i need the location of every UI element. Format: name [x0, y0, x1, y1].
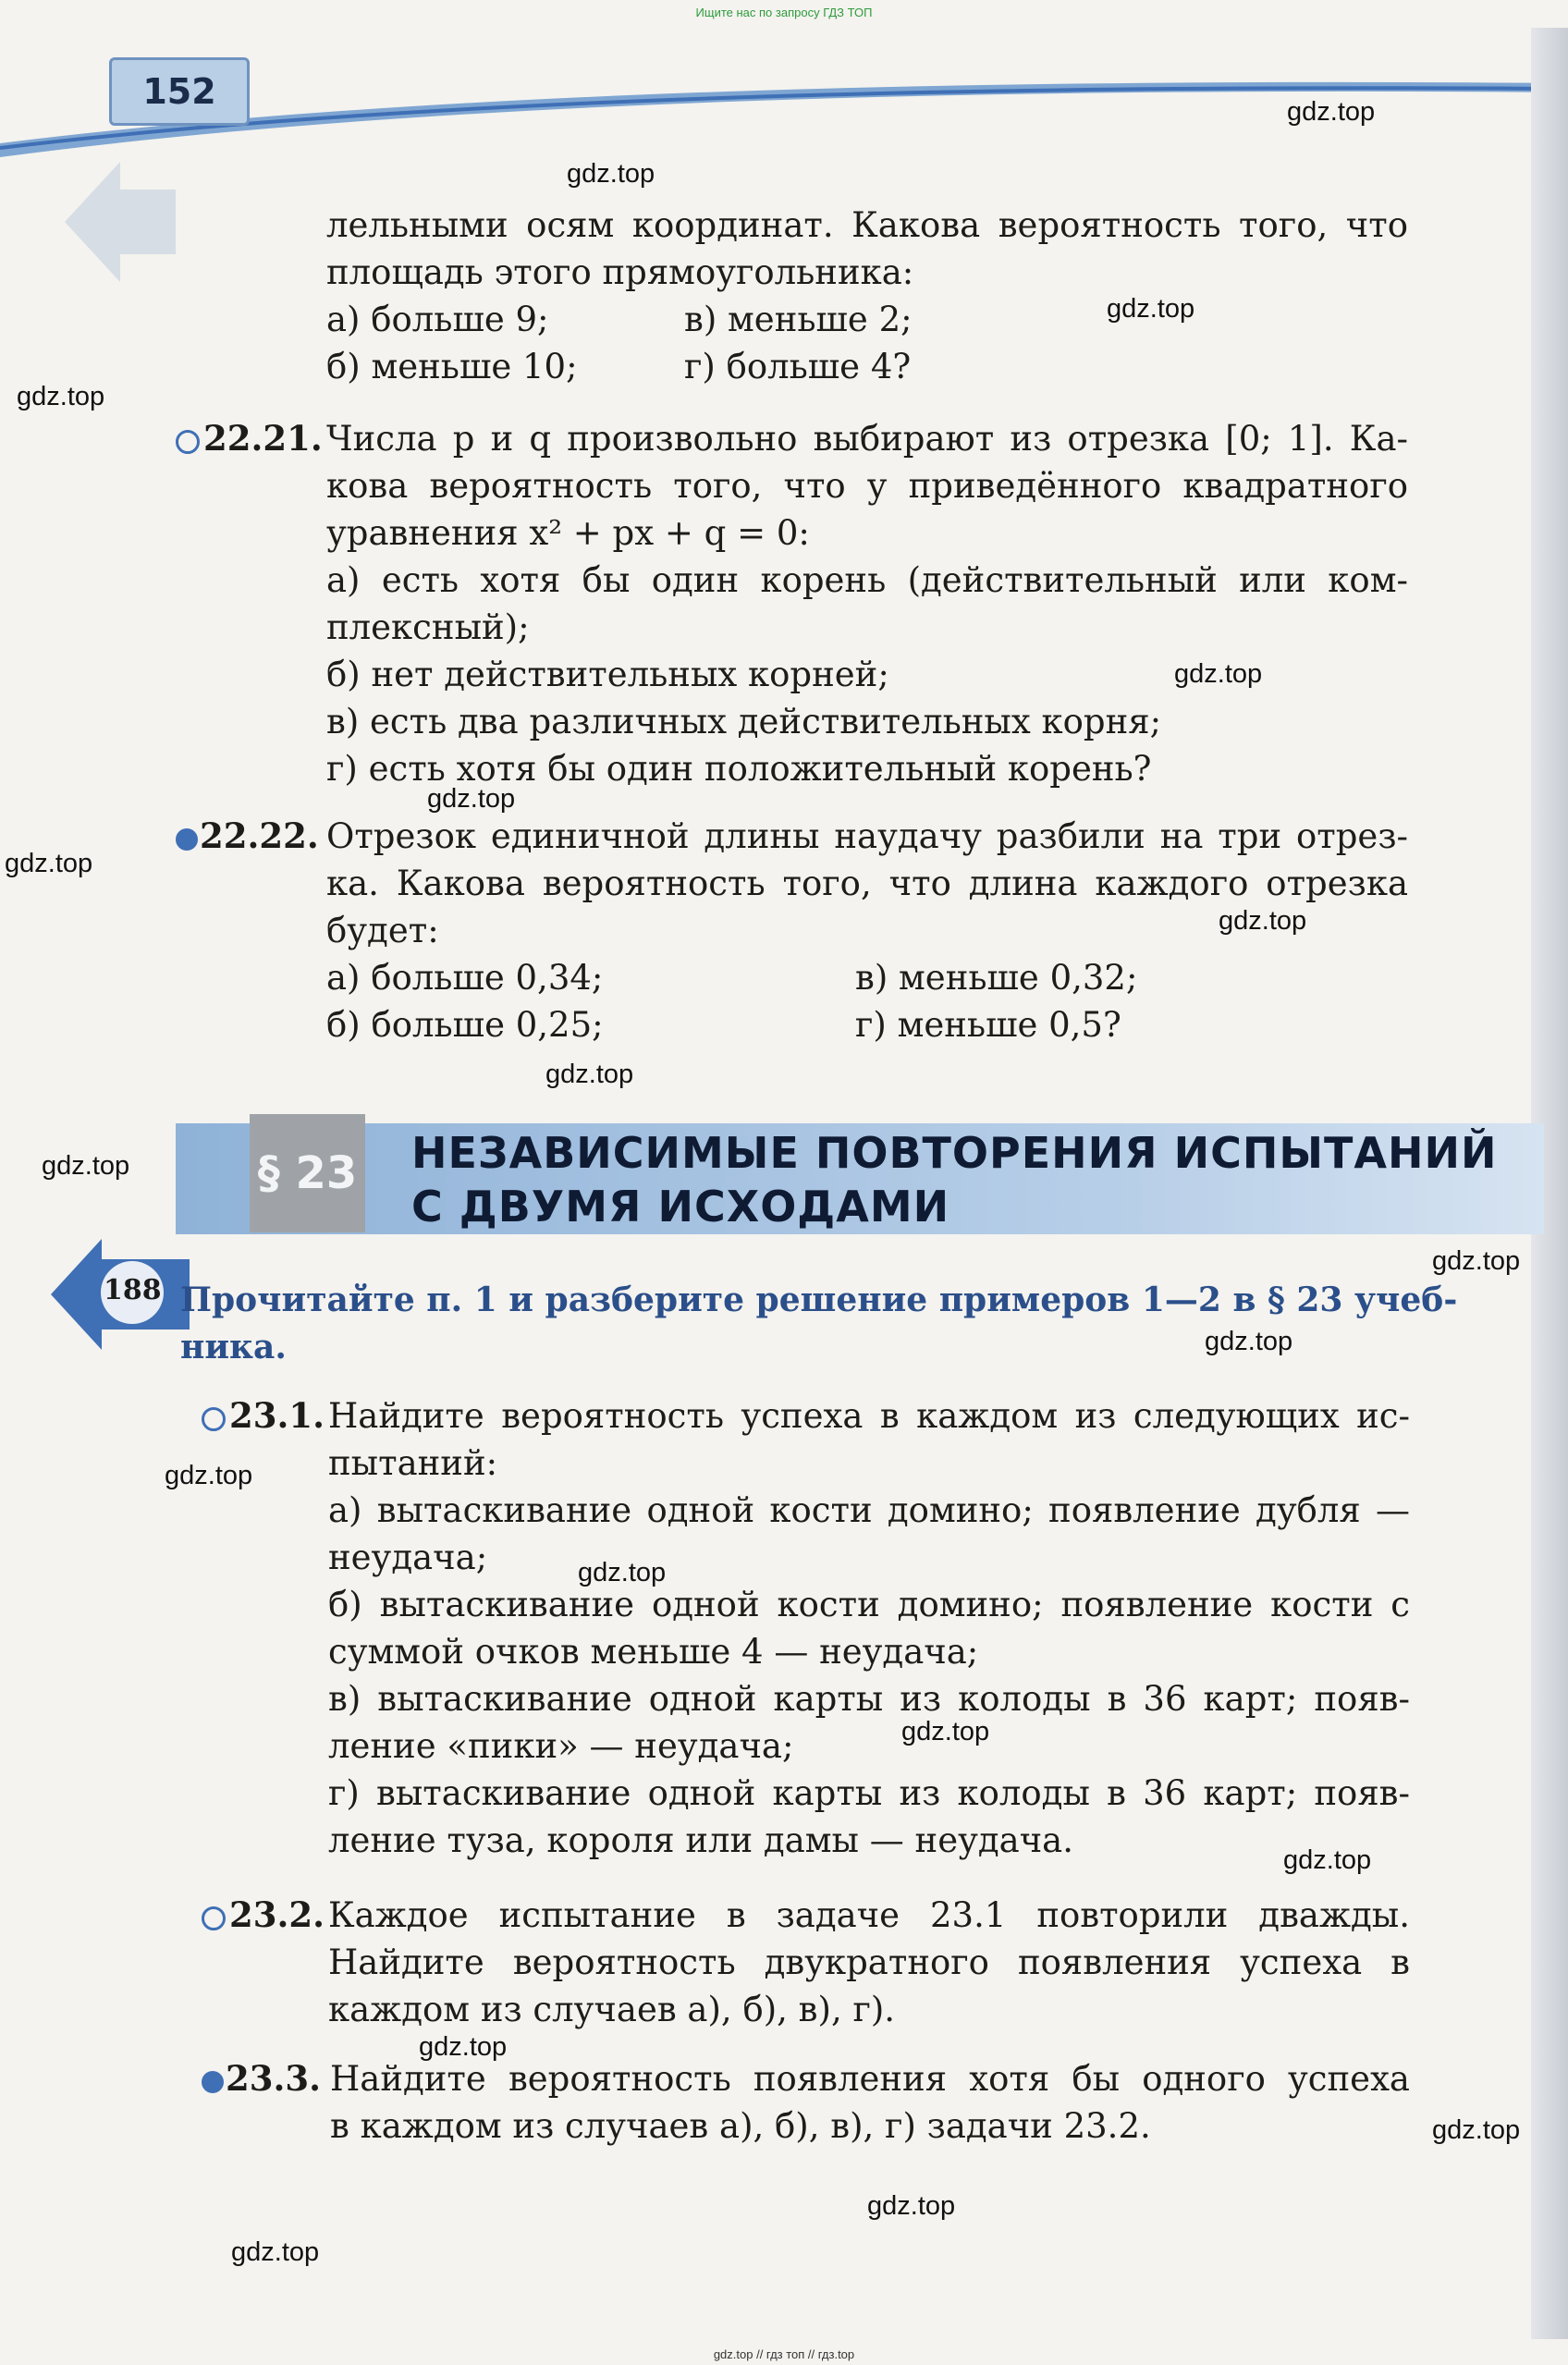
watermark: gdz.top — [578, 1558, 667, 1587]
answer-option: г) вытаскивание одной карты из колоды в 36 карт; появ- — [328, 1773, 1410, 1813]
answer-option: ление туза, короля или дамы — неудача. — [328, 1820, 1073, 1860]
difficulty-open-dot-icon — [202, 1407, 226, 1431]
watermark: gdz.top — [567, 159, 655, 189]
watermark: gdz.top — [1287, 97, 1376, 127]
answer-option: а) больше 0,34; — [326, 958, 604, 998]
answer-option: в) меньше 2; — [684, 300, 913, 339]
problem-text: будет: — [326, 911, 439, 950]
problem-number: 22.21. — [176, 422, 323, 456]
watermark: gdz.top — [1432, 2115, 1521, 2145]
watermark: gdz.top — [231, 2237, 320, 2267]
problem-text: Найдите вероятность появления хотя бы одного успеха — [330, 2059, 1410, 2099]
answer-option: суммой очков меньше 4 — неудача; — [328, 1632, 979, 1672]
section-title-line: С ДВУМЯ ИСХОДАМИ — [411, 1182, 950, 1232]
answer-option: г) меньше 0,5? — [855, 1005, 1121, 1045]
reference-page-number: 188 — [104, 1274, 162, 1306]
problem-number: 23.1. — [202, 1399, 325, 1433]
problem-number: 23.2. — [202, 1898, 325, 1932]
watermark: gdz.top — [419, 2032, 508, 2062]
answer-option: б) вытаскивание одной кости домино; появление кости с — [328, 1585, 1410, 1624]
problem-text: Найдите вероятность двукратного появления успеха в — [328, 1942, 1410, 1982]
watermark: gdz.top — [1174, 659, 1263, 689]
watermark: gdz.top — [1219, 906, 1307, 936]
reference-text: Прочитайте п. 1 и разберите решение примеров 1—2 в § 23 учеб- — [180, 1281, 1458, 1319]
difficulty-full-dot-icon — [176, 828, 198, 851]
problem-number: 23.3. — [202, 2062, 321, 2096]
problem-number: 22.22. — [176, 819, 319, 853]
watermark: gdz.top — [1432, 1246, 1521, 1276]
answer-option: в) есть два различных действительных корня; — [326, 702, 1162, 741]
problem-text: Найдите вероятность успеха в каждом из следующих ис- — [328, 1396, 1410, 1436]
problem-text: уравнения x² + px + q = 0: — [326, 513, 810, 553]
problem-text: кова вероятность того, что у приведённого квадратного — [326, 466, 1408, 506]
answer-option: неудача; — [328, 1538, 488, 1577]
answer-option: в) меньше 0,32; — [855, 958, 1138, 998]
answer-option: плексный); — [326, 607, 530, 647]
section-label: § 23 — [250, 1114, 365, 1232]
watermark: gdz.top — [17, 382, 105, 411]
problem-text: Отрезок единичной длины наудачу разбили на три отрез- — [326, 816, 1408, 856]
problem-text: в каждом из случаев а), б), в), г) задачи 23.2. — [330, 2106, 1151, 2146]
answer-option: а) вытаскивание одной кости домино; появление дубля — — [328, 1490, 1410, 1530]
difficulty-open-dot-icon — [202, 1906, 226, 1930]
problem-text: ка. Какова вероятность того, что длина каждого отрезка — [326, 864, 1408, 903]
watermark: gdz.top — [5, 849, 93, 878]
faded-arrow-icon — [65, 162, 176, 282]
problem-text: Числа p и q произвольно выбирают из отрезка [0; 1]. Ка- — [326, 419, 1408, 459]
answer-option: б) меньше 10; — [326, 347, 578, 386]
difficulty-full-dot-icon — [202, 2071, 224, 2093]
answer-option: в) вытаскивание одной карты из колоды в 36 карт; появ- — [328, 1679, 1410, 1719]
watermark: gdz.top — [901, 1717, 990, 1746]
answer-option: б) больше 0,25; — [326, 1005, 604, 1045]
watermark: gdz.top — [165, 1461, 253, 1490]
problem-text: каждом из случаев а), б), в), г). — [328, 1990, 896, 2029]
top-note: Ищите нас по запросу ГДЗ ТОП — [695, 6, 873, 19]
section-title-line: НЕЗАВИСИМЫЕ ПОВТОРЕНИЯ ИСПЫТАНИЙ — [411, 1128, 1498, 1178]
answer-option: а) есть хотя бы один корень (действительный или ком- — [326, 560, 1408, 600]
bottom-note: gdz.top // гдз топ // гдз.top — [713, 2347, 855, 2361]
problem-text: лельными осям координат. Какова вероятность того, что — [326, 205, 1408, 245]
answer-option: а) больше 9; — [326, 300, 549, 339]
answer-option: ление «пики» — неудача; — [328, 1726, 794, 1766]
watermark: gdz.top — [867, 2191, 956, 2221]
watermark: gdz.top — [545, 1060, 634, 1089]
watermark: gdz.top — [1283, 1845, 1372, 1875]
section-title — [411, 1126, 1498, 1233]
watermark: gdz.top — [427, 784, 516, 814]
reference-text: ника. — [180, 1328, 287, 1366]
watermark: gdz.top — [1107, 294, 1195, 324]
problem-text: Каждое испытание в задаче 23.1 повторили дважды. — [328, 1895, 1410, 1935]
answer-option: б) нет действительных корней; — [326, 655, 889, 694]
problem-text: пытаний: — [328, 1443, 498, 1483]
watermark: gdz.top — [42, 1151, 130, 1181]
page-number: 152 — [109, 57, 250, 126]
difficulty-open-dot-icon — [176, 430, 200, 454]
answer-option: г) есть хотя бы один положительный корень? — [326, 749, 1152, 789]
watermark: gdz.top — [1205, 1327, 1293, 1356]
problem-text: площадь этого прямоугольника: — [326, 252, 914, 292]
answer-option: г) больше 4? — [684, 347, 912, 386]
